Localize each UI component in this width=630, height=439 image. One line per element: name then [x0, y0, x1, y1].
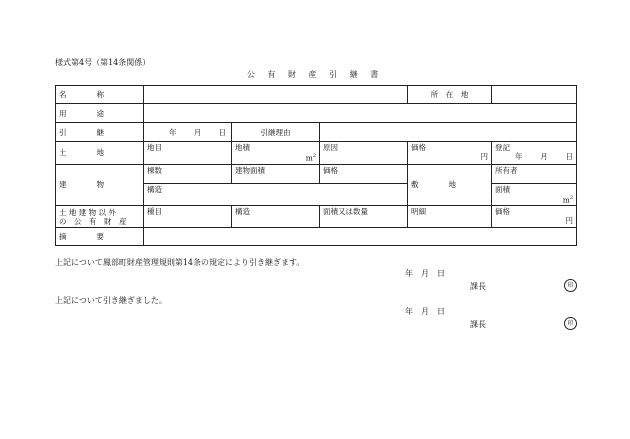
- summary-field[interactable]: [144, 228, 577, 246]
- building-price-label: 価格: [323, 165, 338, 175]
- other-price-cell[interactable]: [492, 206, 577, 228]
- reg-month-label: 月: [540, 152, 548, 161]
- land-area-label: 地積: [235, 143, 250, 152]
- building-price-cell[interactable]: [320, 164, 408, 183]
- received-note: 上記について引き継ぎました。: [55, 296, 167, 305]
- registration-label: 登記: [495, 143, 511, 152]
- day-label: 日: [218, 127, 226, 137]
- seal-icon: 印: [564, 279, 577, 292]
- site-label: 敷 地: [408, 164, 492, 206]
- land-label: 土 地: [56, 142, 144, 165]
- form-number-label: 様式第4号（第14条関係）: [55, 58, 151, 67]
- registration-cell[interactable]: [492, 142, 577, 165]
- transfer-table: [55, 85, 577, 246]
- building-label: 建 物: [56, 164, 144, 206]
- site-area-cell[interactable]: [492, 183, 577, 206]
- other-label-line2: の 公 有 財 産: [59, 216, 127, 226]
- transfer-reason-label: 引継理由: [232, 123, 320, 142]
- received-date: 年 月 日: [405, 307, 445, 316]
- summary-label: 摘 要: [56, 228, 144, 246]
- site-sqm-sup: 2: [569, 194, 574, 201]
- year-label: 年: [169, 127, 177, 137]
- name-field[interactable]: [144, 86, 408, 104]
- land-price-cell[interactable]: [408, 142, 492, 165]
- transfer-label: 引 継: [56, 123, 144, 142]
- other-type-label: 種目: [147, 207, 162, 216]
- building-count-cell[interactable]: [144, 164, 232, 183]
- land-price-label: 価格: [411, 143, 427, 152]
- transfer-date-field[interactable]: [144, 123, 232, 142]
- building-count-label: 棟数: [147, 165, 162, 175]
- section-chief-label: 課長: [470, 282, 486, 291]
- land-category-label: 地目: [147, 143, 162, 152]
- other-structure-cell[interactable]: [232, 206, 320, 228]
- other-type-cell[interactable]: [144, 206, 232, 228]
- land-cause-cell[interactable]: [320, 142, 408, 165]
- month-label: 月: [193, 127, 202, 137]
- building-structure-label: 構造: [147, 184, 162, 194]
- other-area-label: 面積又は数量: [323, 207, 368, 216]
- other-yen-unit: 円: [565, 216, 574, 225]
- other-structure-label: 構造: [235, 207, 250, 216]
- sqm-unit: m: [305, 153, 313, 163]
- other-property-label: [56, 206, 144, 228]
- building-area-cell[interactable]: [232, 164, 320, 183]
- building-area-label: 建物面積: [235, 165, 265, 175]
- transfer-reason-field[interactable]: [320, 123, 577, 142]
- transfer-date: 年 月 日: [405, 269, 445, 278]
- yen-unit: 円: [480, 152, 489, 161]
- reg-day-label: 日: [565, 152, 574, 161]
- name-label: 名 称: [56, 86, 144, 104]
- receiving-chief-label: 課長: [470, 320, 486, 329]
- seal-icon-2: 印: [564, 317, 577, 330]
- transfer-note: 上記について鳳部町財産管理規則第14条の規定により引き継ぎます。: [55, 258, 305, 267]
- location-field[interactable]: [492, 86, 577, 104]
- owner-cell[interactable]: [492, 164, 577, 183]
- other-area-cell[interactable]: [320, 206, 408, 228]
- use-label: 用 途: [56, 104, 144, 123]
- site-sqm-unit: m: [562, 195, 570, 204]
- other-spec-label: 明細: [411, 207, 427, 216]
- location-label: 所 在 地: [408, 86, 492, 104]
- other-price-label: 価格: [495, 207, 511, 216]
- other-label-line1: 土 地 建 物 以 外: [59, 207, 116, 217]
- other-spec-cell[interactable]: [408, 206, 492, 228]
- document-title: 公 有 財 産 引 継 書: [246, 70, 384, 79]
- site-area-label: 面積: [495, 184, 511, 194]
- land-area-cell[interactable]: [232, 142, 320, 165]
- land-cause-label: 原因: [323, 143, 338, 152]
- owner-label: 所有者: [495, 165, 518, 175]
- reg-year-label: 年: [515, 152, 523, 161]
- use-field[interactable]: [144, 104, 577, 123]
- sqm-sup: 2: [312, 153, 316, 159]
- land-category-cell[interactable]: [144, 142, 232, 165]
- building-structure-cell[interactable]: [144, 183, 408, 206]
